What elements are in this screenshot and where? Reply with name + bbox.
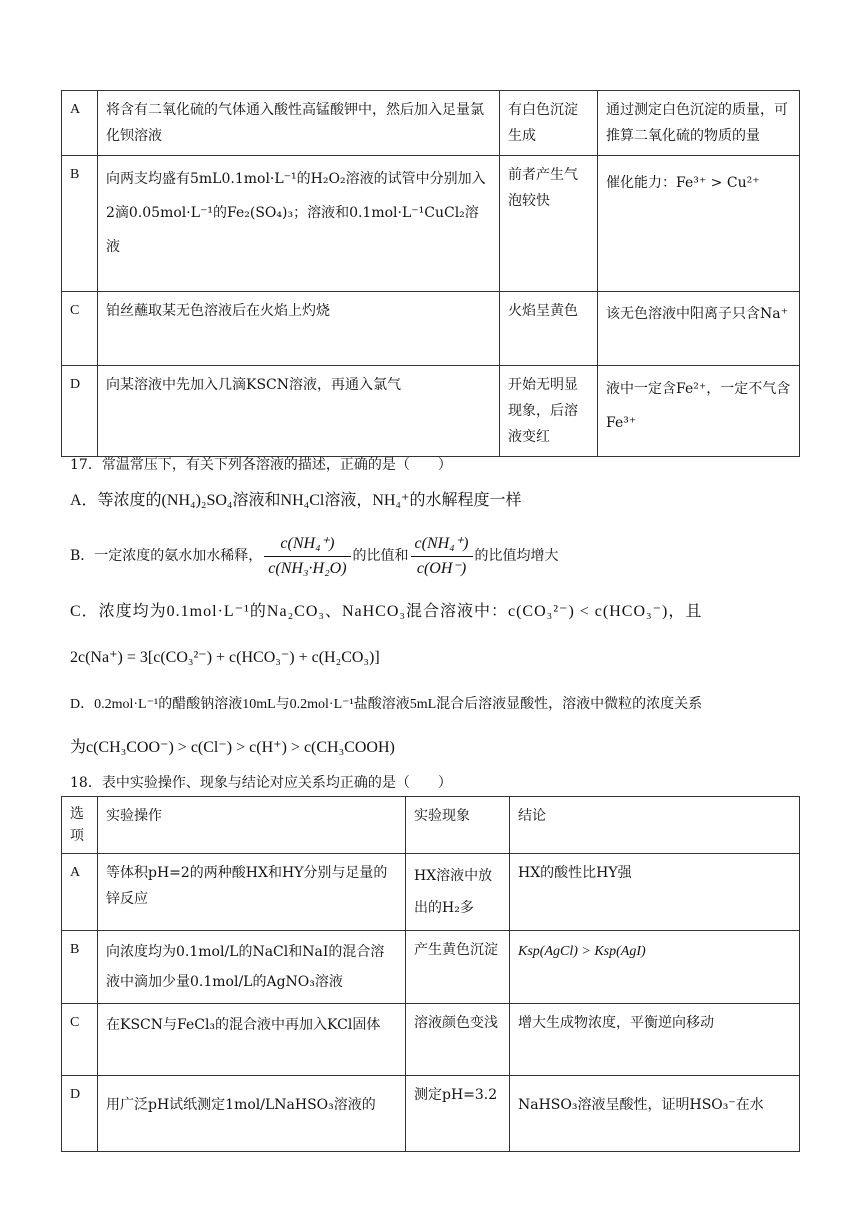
phenomenon-cell: HX溶液中放出的H₂多 (406, 854, 510, 931)
fraction-numerator: c(NH₄⁺) (264, 532, 350, 557)
ratio-fraction-1 (264, 532, 350, 581)
phenomenon-cell: 溶液颜色变浅 (406, 1004, 510, 1076)
operation-cell: 用广泛pH试纸测定1mol/LNaHSO₃溶液的 (98, 1076, 406, 1152)
operation-cell: 向某溶液中先加入几滴KSCN溶液，再通入氯气 (98, 366, 500, 457)
fraction-numerator: c(NH₄⁺) (411, 532, 473, 557)
conclusion-cell: HX的酸性比HY强 (510, 854, 800, 931)
conclusion-cell: 液中一定含Fe²⁺，一定不气含Fe³⁺ (598, 366, 800, 457)
row-label: B (62, 931, 98, 1004)
ratio-fraction-2 (411, 532, 473, 581)
conclusion-cell: NaHSO₃溶液呈酸性，证明HSO₃⁻在水 (510, 1076, 800, 1152)
conclusion-cell: 催化能力：Fe³⁺ > Cu²⁺ (598, 156, 800, 292)
operation-cell: 将含有二氧化硫的气体通入酸性高锰酸钾中，然后加入足量氯化钡溶液 (98, 91, 500, 156)
phenomenon-cell: 火焰呈黄色 (500, 292, 598, 366)
header-conclusion: 结论 (510, 797, 800, 854)
row-label: B (62, 156, 98, 292)
conclusion-cell: 该无色溶液中阳离子只含Na⁺ (598, 292, 800, 366)
row-label: A (62, 91, 98, 156)
option-17-a: A．等浓度的(NH₄)₂SO₄溶液和NH₄Cl溶液，NH₄⁺的水解程度一样 (70, 492, 522, 509)
option-17-b (70, 528, 800, 584)
table-row (62, 292, 800, 366)
conclusion-cell: 增大生成物浓度，平衡逆向移动 (510, 1004, 800, 1076)
table-row (62, 1004, 800, 1076)
row-label: D (62, 1076, 98, 1152)
question-17-stem: 17．常温常压下，有关下列各溶液的描述，正确的是（ ） (70, 457, 452, 473)
table-row (62, 931, 800, 1004)
option-17-d-line2: 为c(CH₃COO⁻) > c(Cl⁻) > c(H⁺) > c(CH₃COOH) (70, 739, 395, 756)
conclusion-cell: 通过测定白色沉淀的质量，可推算二氧化硫的物质的量 (598, 91, 800, 156)
option-17-c-line1: C．浓度均为0.1mol·L⁻¹的Na₂CO₃、NaHCO₃混合溶液中：c(CO₃²⁻) < c(HCO₃⁻)，且 (70, 603, 703, 620)
table-row (62, 1076, 800, 1152)
option-17-b-suffix: 的比值均增大 (474, 548, 559, 564)
fraction-denominator: c(NH₃·H₂O) (268, 559, 347, 577)
header-operation: 实验操作 (98, 797, 406, 854)
operation-cell: 向两支均盛有5mL0.1mol·L⁻¹的H₂O₂溶液的试管中分别加入2滴0.05mol·L⁻¹的Fe₂(SO₄)₃；溶液和0.1mol·L⁻¹CuCl₂溶液 (98, 156, 500, 292)
operation-cell: 在KSCN与FeCl₃的混合液中再加入KCl固体 (98, 1004, 406, 1076)
phenomenon-cell: 产生黄色沉淀 (406, 931, 510, 1004)
header-option: 选项 (62, 797, 98, 854)
operation-cell: 铂丝蘸取某无色溶液后在火焰上灼烧 (98, 292, 500, 366)
row-label: A (62, 854, 98, 931)
row-label: C (62, 1004, 98, 1076)
table-row (62, 854, 800, 931)
phenomenon-cell: 有白色沉淀生成 (500, 91, 598, 156)
option-17-b-prefix: B．一定浓度的氨水加水稀释， (70, 548, 263, 564)
table-row (62, 366, 800, 457)
option-17-b-middle: 的比值和 (352, 548, 409, 564)
table-row (62, 156, 800, 292)
fraction-denominator: c(OH⁻) (416, 559, 467, 577)
row-label: C (62, 292, 98, 366)
operation-cell: 向浓度均为0.1mol/L的NaCl和NaI的混合溶液中滴加少量0.1mol/L的AgNO₃溶液 (98, 931, 406, 1004)
experiment-table-q18 (61, 796, 800, 1152)
option-17-c-line2: 2c(Na⁺) = 3[c(CO₃²⁻) + c(HCO₃⁻) + c(H₂CO₃)] (70, 649, 380, 666)
phenomenon-cell: 前者产生气泡较快 (500, 156, 598, 292)
experiment-table-q16 (61, 90, 800, 457)
operation-cell: 等体积pH=2的两种酸HX和HY分别与足量的锌反应 (98, 854, 406, 931)
header-phenomenon: 实验现象 (406, 797, 510, 854)
phenomenon-cell: 开始无明显现象，后溶液变红 (500, 366, 598, 457)
table-row (62, 91, 800, 156)
row-label: D (62, 366, 98, 457)
option-17-d-line1: D．0.2mol·L⁻¹的醋酸钠溶液10mL与0.2mol·L⁻¹盐酸溶液5mL混合后溶液显酸性，溶液中微粒的浓度关系 (70, 697, 703, 712)
table-header-row (62, 797, 800, 854)
phenomenon-cell: 测定pH=3.2 (406, 1076, 510, 1152)
conclusion-cell: Ksp(AgCl) > Ksp(AgI) (510, 931, 800, 1004)
question-18-stem: 18．表中实验操作、现象与结论对应关系均正确的是（ ） (70, 775, 452, 791)
